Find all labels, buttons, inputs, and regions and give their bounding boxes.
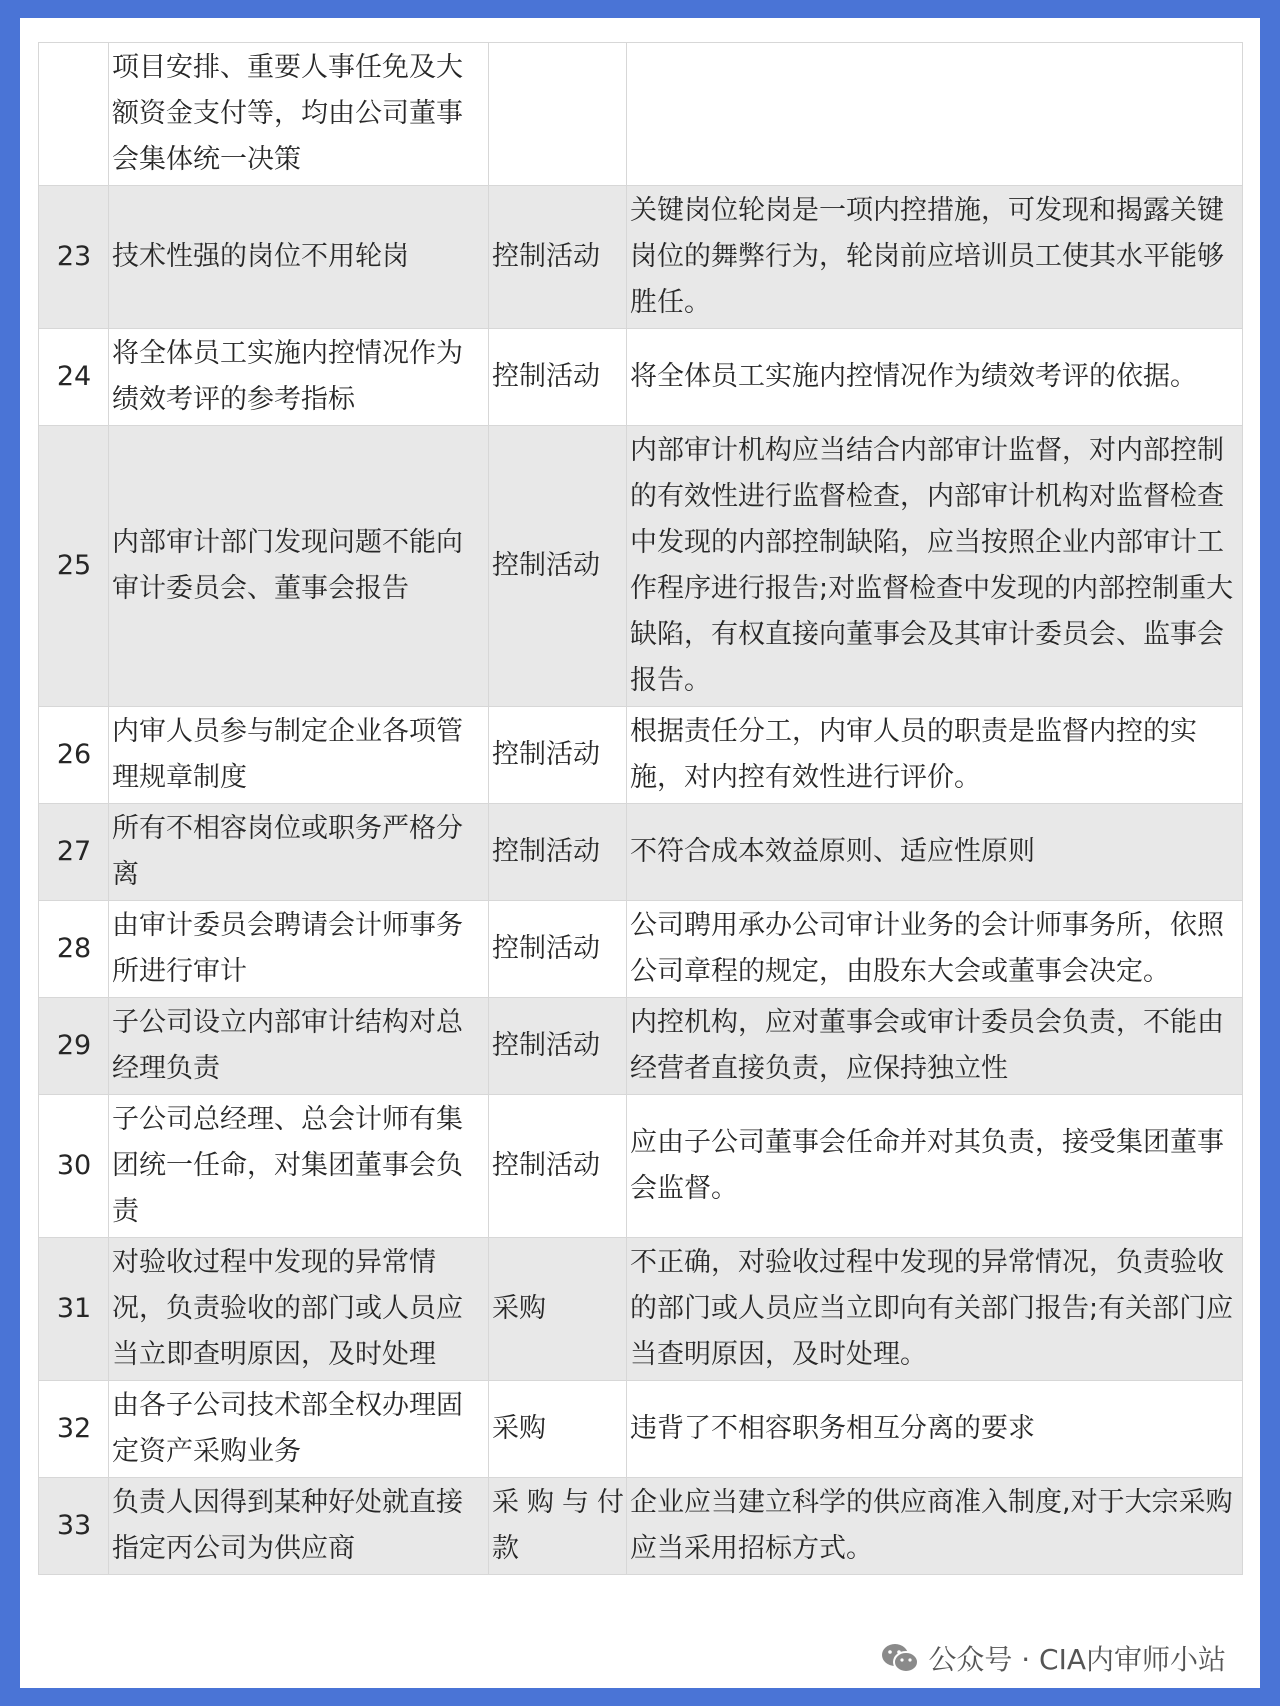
item-cell: 项目安排、重要人事任免及大额资金支付等，均由公司董事会集体统一决策: [109, 43, 489, 186]
table-row: [39, 1095, 1243, 1238]
category-cell: 控制活动: [489, 901, 627, 998]
category-cell: 采购: [489, 1381, 627, 1478]
analysis-cell: 应由子公司董事会任命并对其负责，接受集团董事会监督。: [627, 1095, 1243, 1238]
table-row: [39, 329, 1243, 426]
category-cell: 控制活动: [489, 1095, 627, 1238]
analysis-cell: 关键岗位轮岗是一项内控措施，可发现和揭露关键岗位的舞弊行为，轮岗前应培训员工使其水平能够胜任。: [627, 186, 1243, 329]
wechat-icon: [880, 1642, 920, 1674]
category-cell: 控制活动: [489, 707, 627, 804]
table-row: [39, 707, 1243, 804]
row-number: 28: [39, 901, 109, 998]
table-row: [39, 186, 1243, 329]
row-number: [39, 43, 109, 186]
analysis-cell: 违背了不相容职务相互分离的要求: [627, 1381, 1243, 1478]
item-cell: 对验收过程中发现的异常情况，负责验收的部门或人员应当立即查明原因，及时处理: [109, 1238, 489, 1381]
category-cell: 控制活动: [489, 998, 627, 1095]
footer-account: [880, 1638, 1226, 1678]
table-row: [39, 43, 1243, 186]
table-row: [39, 1238, 1243, 1381]
analysis-cell: 企业应当建立科学的供应商准入制度,对于大宗采购应当采用招标方式。: [627, 1478, 1243, 1575]
row-number: 23: [39, 186, 109, 329]
row-number: 24: [39, 329, 109, 426]
analysis-cell: 将全体员工实施内控情况作为绩效考评的依据。: [627, 329, 1243, 426]
category-cell: 控制活动: [489, 804, 627, 901]
table-row: [39, 1381, 1243, 1478]
analysis-cell: 不符合成本效益原则、适应性原则: [627, 804, 1243, 901]
category-cell: 采购与付款: [489, 1478, 627, 1575]
item-cell: 由各子公司技术部全权办理固定资产采购业务: [109, 1381, 489, 1478]
footer-text: 公众号 · CIA内审师小站: [928, 1643, 1226, 1676]
category-cell: 控制活动: [489, 426, 627, 707]
item-cell: 所有不相容岗位或职务严格分离: [109, 804, 489, 901]
table-row: [39, 901, 1243, 998]
analysis-cell: 不正确，对验收过程中发现的异常情况，负责验收的部门或人员应当立即向有关部门报告;有关部门应当查明原因，及时处理。: [627, 1238, 1243, 1381]
row-number: 32: [39, 1381, 109, 1478]
row-number: 25: [39, 426, 109, 707]
item-cell: 技术性强的岗位不用轮岗: [109, 186, 489, 329]
analysis-cell: 内部审计机构应当结合内部审计监督，对内部控制的有效性进行监督检查，内部审计机构对监督检查中发现的内部控制缺陷，应当按照企业内部审计工作程序进行报告;对监督检查中发现的内部控制重大缺陷，有权直接向董事会及其审计委员会、监事会报告。: [627, 426, 1243, 707]
row-number: 29: [39, 998, 109, 1095]
table-row: [39, 426, 1243, 707]
analysis-cell: 根据责任分工，内审人员的职责是监督内控的实施，对内控有效性进行评价。: [627, 707, 1243, 804]
item-cell: 负责人因得到某种好处就直接指定丙公司为供应商: [109, 1478, 489, 1575]
item-cell: 由审计委员会聘请会计师事务所进行审计: [109, 901, 489, 998]
table-row: [39, 1478, 1243, 1575]
category-cell: [489, 43, 627, 186]
answer-table: [38, 42, 1243, 1575]
analysis-cell: 内控机构，应对董事会或审计委员会负责，不能由经营者直接负责，应保持独立性: [627, 998, 1243, 1095]
row-number: 27: [39, 804, 109, 901]
item-cell: 内部审计部门发现问题不能向审计委员会、董事会报告: [109, 426, 489, 707]
analysis-cell: [627, 43, 1243, 186]
table-row: [39, 804, 1243, 901]
table-row: [39, 998, 1243, 1095]
category-cell: 控制活动: [489, 329, 627, 426]
row-number: 33: [39, 1478, 109, 1575]
category-cell: 控制活动: [489, 186, 627, 329]
row-number: 31: [39, 1238, 109, 1381]
analysis-cell: 公司聘用承办公司审计业务的会计师事务所，依照公司章程的规定，由股东大会或董事会决定。: [627, 901, 1243, 998]
item-cell: 子公司设立内部审计结构对总经理负责: [109, 998, 489, 1095]
category-cell: 采购: [489, 1238, 627, 1381]
row-number: 30: [39, 1095, 109, 1238]
row-number: 26: [39, 707, 109, 804]
item-cell: 子公司总经理、总会计师有集团统一任命，对集团董事会负责: [109, 1095, 489, 1238]
item-cell: 内审人员参与制定企业各项管理规章制度: [109, 707, 489, 804]
item-cell: 将全体员工实施内控情况作为绩效考评的参考指标: [109, 329, 489, 426]
document-page: [20, 18, 1260, 1688]
